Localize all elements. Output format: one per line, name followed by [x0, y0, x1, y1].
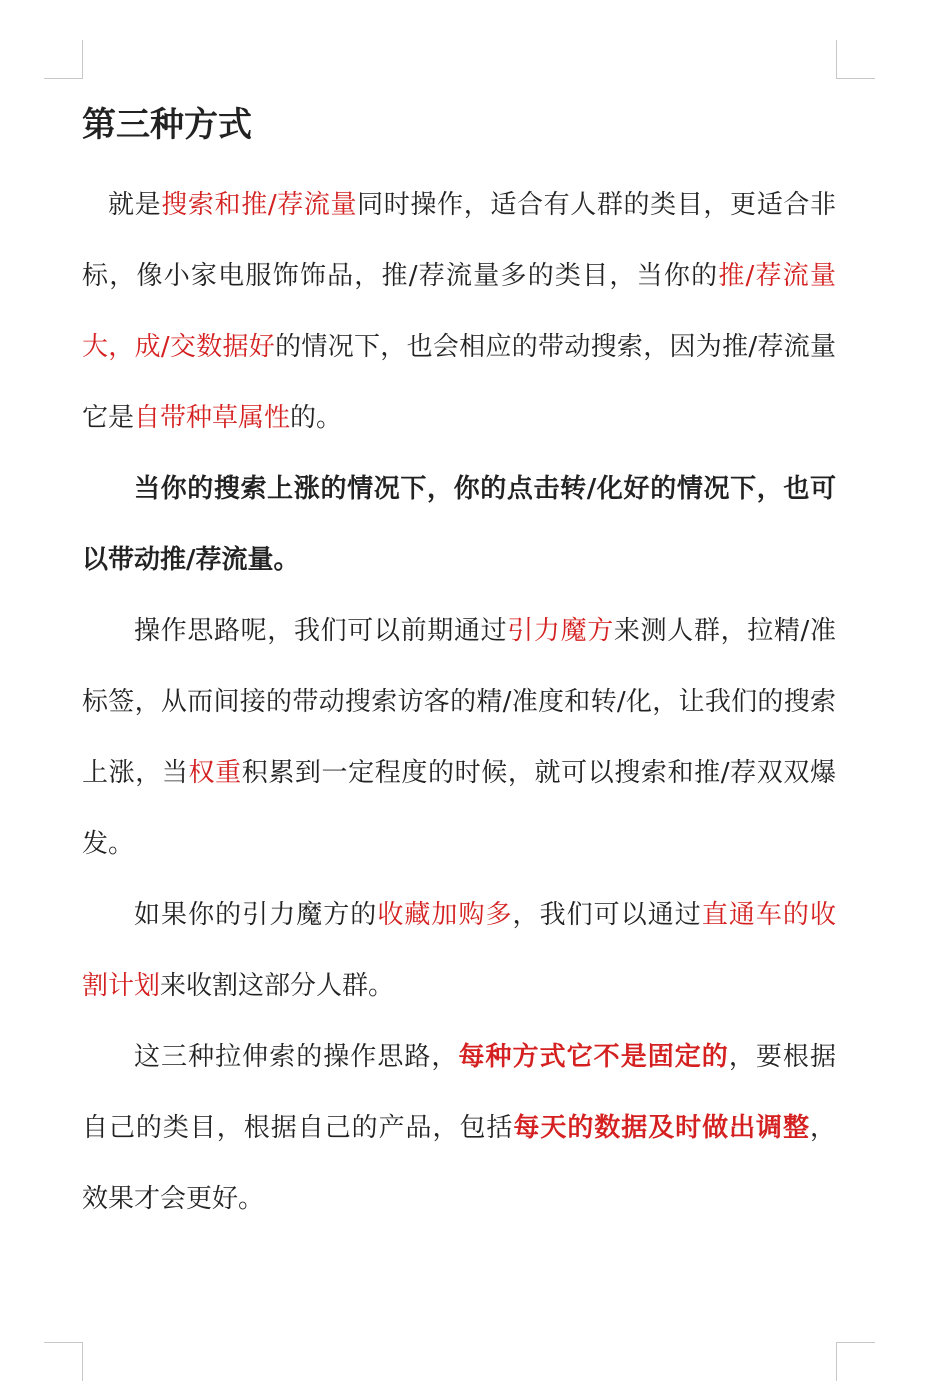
paragraph-1-highlight-3: 自带种草属性 — [134, 403, 291, 433]
paragraph-5-text-1: 这三种拉伸索的操作思路， — [134, 1042, 459, 1072]
crop-mark-bottom-right — [836, 1342, 875, 1381]
paragraph-4 — [82, 880, 836, 1022]
paragraph-3-text-2: 来测人群，拉精/准标签，从而间接的带动搜索访客的精/准度和转/化，让我们的搜索上涨，当 — [82, 616, 836, 788]
crop-mark-top-right — [836, 40, 875, 79]
paragraph-3-highlight-2: 权重 — [188, 758, 242, 788]
paragraph-1-highlight-2: 推/荐流量大，成/交数据好 — [82, 261, 836, 362]
paragraph-1-highlight-1: 搜索和推/荐流量 — [161, 190, 358, 220]
paragraph-4-text-3: 来收割这部分人群。 — [160, 971, 395, 1001]
paragraph-1-text-2: 同时操作，适合有人群的类目，更适合非标，像小家电服饰饰品，推/荐流量多的类目，当你的 — [82, 190, 836, 291]
document-body — [82, 98, 836, 1235]
paragraph-3-text-3: 积累到一定程度的时候，就可以搜索和推/荐双双爆发。 — [82, 758, 836, 859]
paragraph-5-highlight-1: 每种方式它不是固定的 — [458, 1042, 729, 1072]
paragraph-3 — [82, 596, 836, 880]
paragraph-3-text-1: 操作思路呢，我们可以前期通过 — [134, 616, 508, 646]
paragraph-5-text-2: ，要根据自己的类目，根据自己的产品，包括 — [82, 1042, 836, 1143]
paragraph-5-text-3: ，效果才会更好。 — [82, 1113, 836, 1214]
paragraph-4-highlight-2: 直通车的收割计划 — [82, 900, 836, 1001]
paragraph-5-highlight-2: 每天的数据及时做出调整 — [513, 1113, 810, 1143]
paragraph-4-text-1: 如果你的引力魔方的 — [134, 900, 378, 930]
paragraph-4-highlight-1: 收藏加购多 — [377, 900, 513, 930]
paragraph-3-highlight-1: 引力魔方 — [507, 616, 614, 646]
paragraph-1-text-3: 的情况下，也会相应的带动搜索，因为推/荐流量它是 — [82, 332, 837, 433]
crop-mark-bottom-left — [44, 1342, 83, 1381]
paragraph-1 — [82, 170, 836, 454]
crop-mark-top-left — [44, 40, 83, 79]
paragraph-2: 当你的搜索上涨的情况下，你的点击转/化好的情况下，也可以带动推/荐流量。 — [82, 474, 836, 575]
paragraph-1-text-4: 的。 — [290, 403, 343, 433]
paragraph-5 — [82, 1022, 836, 1235]
paragraph-1-text-1: 就是 — [108, 190, 162, 220]
paragraph-4-text-2: ，我们可以通过 — [512, 900, 702, 930]
page-title: 第三种方式 — [82, 105, 252, 145]
